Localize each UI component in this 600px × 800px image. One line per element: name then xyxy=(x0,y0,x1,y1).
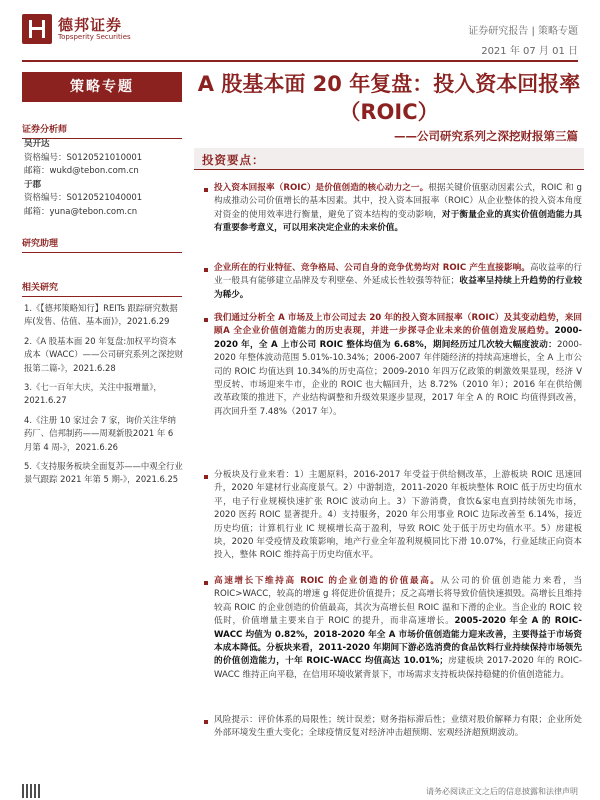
related-item[interactable]: 4.《注册 10 家过会 7 家，询价关注华纳药厂、信邦制药——周观新股2021 年 6 月第 4 周-》，2021.6.26 xyxy=(24,414,176,452)
report-category: 证券研究报告 | 策略专题 xyxy=(468,26,578,37)
bullet-icon xyxy=(204,318,208,322)
company-name: 德邦证券 xyxy=(58,16,123,34)
related-research-list xyxy=(24,302,184,493)
key-point xyxy=(214,182,582,236)
point-tail: 房建板块 2017-2020 年的 ROIC-WACC 维持正向平稳，在信用环境收紧背景下，市场需求支持板块保持稳健的价值创造能力。 xyxy=(214,656,582,680)
point-lead: 投入资本回报率（ROIC）是价值创造的核心动力之一。 xyxy=(214,183,429,193)
analyst-name: 吴开达 xyxy=(24,139,50,149)
analyst-email[interactable]: 邮箱：wukd@tebon.com.cn xyxy=(24,166,139,176)
point-body: 风险提示：评价体系的局限性；统计误差；财务指标滞后性；业绩对股价解释力有限；企业所处外部环境发生重大变化；全球疫情反复对经济冲击超预期、宏观经济超预期波动。 xyxy=(214,715,582,739)
point-lead: 我们通过分析全 A 市场及上市公司过去 20 年的投入资本回报率（ROIC）及其变动趋势，来回顾A 全企业价值创造能力的历史表现，并进一步探寻企业未来的价值创造发展趋势。 xyxy=(214,313,582,337)
company-logo-icon xyxy=(22,14,52,44)
point-body: 从公司的价值创造能力来看，当 ROIC>WACC，较高的增速 g 将促进价值提升；反之高增长将导致价值快速损毁。高增长且维持较高 ROIC 的企业创造的价值最高，其次为高增长但 ROIC 温和下滑的企业。当企业的 ROIC 较低时，价值增量主要来自于 ROIC 的提升，而非高速增长。 xyxy=(214,576,582,627)
point-body: 2000-2020 年整体波动范围 5.01%-10.34%；2006-2007 年伴随经济的持续高速增长，全 A 上市公司的 ROIC 均值达到 10.34%的历史高位；2009-2010 年四万亿政策的刺激效果显现，经济 V 型反转、市场迎来牛市，企业的 ROIC 也大幅回升，达 8.72%（2010 年）；2016 年在供给侧改革政策的推进下，产业结构调整和升级效果逐步显现，2017 年全 A 的 ROIC 均值得到改善，再次回升至 7.48%（2017 年）。 xyxy=(214,339,582,417)
related-item[interactable]: 1.《【德邦策略知行】REITs 跟踪研究数据库(发售、估值、基本面)》，2021.6.29 xyxy=(24,303,178,327)
related-item[interactable]: 3.《七一百年大庆，关注中报增量》，2021.6.27 xyxy=(24,382,162,406)
point-lead: 企业所在的行业特征、竞争格局、公司自身的竞争优势均对 ROIC 产生直接影响。 xyxy=(214,263,530,273)
bullet-icon xyxy=(204,268,208,272)
analyst-cert: 资格编号：S0120521010001 xyxy=(24,152,143,163)
report-date: 2021 年 07 月 01 日 xyxy=(481,46,578,57)
related-item[interactable]: 5.《支持服务板块全面复苏——中观全行业景气跟踪 2021 年第 5 期-》，2021.6.25 xyxy=(24,461,183,485)
analyst-heading: 证券分析师 xyxy=(22,122,182,139)
bullet-icon xyxy=(204,720,208,724)
point-body: 根据关键价值驱动因素公式，ROIC 和 g 构成推动公司价值增长的基本因素。其中，投入资本回报率（ROIC）从企业整体的投入资本角度对资金的使用效率进行衡量，避免了资本结构的变动影响， xyxy=(214,183,582,220)
key-point xyxy=(214,312,582,419)
qr-code-icon xyxy=(22,784,40,798)
disclaimer-footer: 请务必阅读正文之后的信息披露和法律声明 xyxy=(426,787,578,796)
report-subtitle: ——公司研究系列之深挖财报第三篇 xyxy=(394,129,578,143)
bullet-icon xyxy=(204,475,208,479)
key-point xyxy=(214,469,582,563)
point-bold: 对于衡量企业的真实价值创造能力具有重要参考意义，可以用来决定企业的未来价值。 xyxy=(214,209,582,234)
analyst-name: 于郡 xyxy=(24,179,42,190)
key-point xyxy=(214,575,582,682)
point-lead: 高速增长下维持高 ROIC 的企业创造的价值最高。 xyxy=(214,576,441,586)
investment-points-label: 投资要点： xyxy=(202,153,265,167)
investment-points-header xyxy=(194,148,584,170)
report-title: A 股基本面 20 年复盘：投入资本回报率（ROIC） xyxy=(197,72,581,124)
related-heading: 相关研究 xyxy=(22,280,182,297)
header-divider xyxy=(22,60,578,62)
point-bold: 2005-2020 年全 A 的 ROIC-WACC 均值为 0.82%，2018-2020 年全 A 市场价值创造能力迎来改善，主要得益于市场资本成本降低。分板块来看，2011-2020 年期间下游必选消费的食品饮料行业持续保持市场领先的价值创造能力，十年 ROIC-WACC 均值高达 10.01%； xyxy=(214,616,582,667)
sidebar-title: 策略专题 xyxy=(22,72,182,102)
bullet-icon xyxy=(204,188,208,192)
analyst-email[interactable]: 邮箱：yuna@tebon.com.cn xyxy=(24,206,138,217)
key-point xyxy=(214,262,582,302)
analyst-cert: 资格编号：S0120521040001 xyxy=(24,193,143,203)
bullet-icon xyxy=(204,581,208,585)
point-bold: 2000-2020 年，全 A 上市公司 ROIC 整体均值为 6.68%，期间经历过几次较大幅度波动： xyxy=(214,326,582,350)
risk-warning xyxy=(214,714,582,741)
analyst-block xyxy=(24,138,184,219)
point-bold: 收益率呈持续上升趋势的行业较为稀少。 xyxy=(214,276,582,300)
point-body: 分板块及行业来看：1）主题原料，2016-2017 年受益于供给侧改革，上游板块 ROIC 迅速回升，2020 年建材行业高度景气。2）中游制造，2011-2020 年板块整体 ROIC 低于历史均值水平，电子行业规模快速扩张 ROIC 波动向上。3）下游消费，食饮&家电直到持续领先市场，2020 医药 ROIC 显著提升。4）支持服务，2020 年公用事业 ROIC 边际改善至 6.14%，接近历史均值；计算机行业 IC 规模增长高于盈利，导致 ROIC 处于低于历史均值水平。5）房建板块，2020 年受疫情及政策影响，地产行业全年盈利规模同比下滑 10.07%，行业延续正向资本投入，整体 ROIC 维持高于历史均值水平。 xyxy=(214,470,582,561)
company-name-en: Topsperity Securities xyxy=(58,33,131,41)
point-body: 高收益率的行业一般具有能够建立品牌及专利壁垒、外延成长性较强等特征； xyxy=(214,263,582,287)
related-item[interactable]: 2.《A 股基本面 20 年复盘:加权平均资本成本（WACC）——公司研究系列之深挖财报第二篇-》，2021.6.28 xyxy=(24,335,184,373)
assistant-heading: 研究助理 xyxy=(22,236,182,253)
